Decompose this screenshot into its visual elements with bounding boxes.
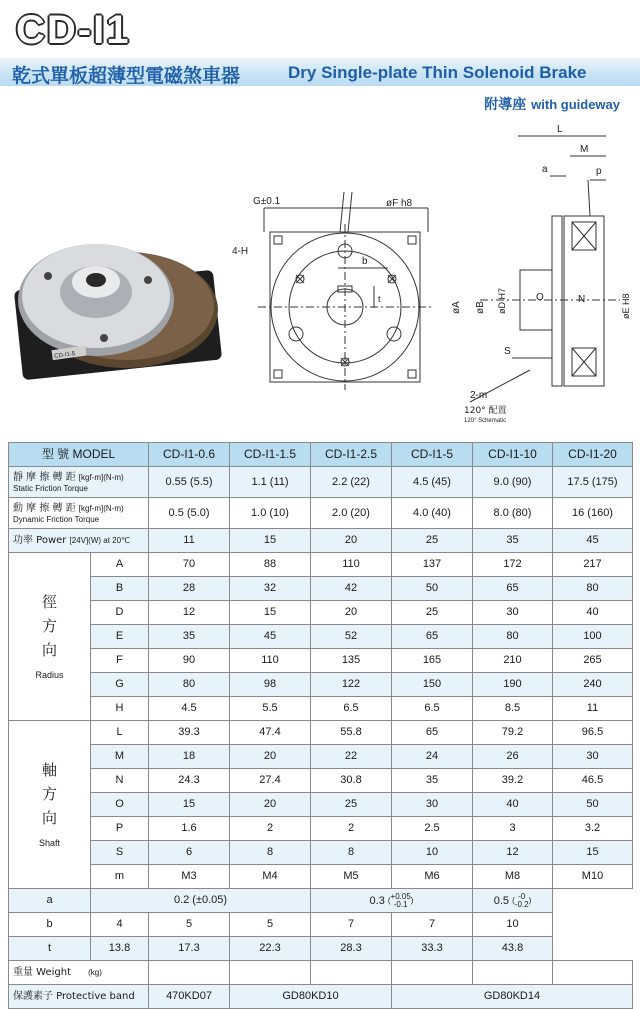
table-header-row (9, 443, 633, 467)
guideway-note (484, 94, 620, 114)
shaft-value: 20 (230, 793, 311, 817)
table-row-shaft-L (9, 721, 633, 745)
shaft-label-en: Shaft (38, 838, 60, 848)
shaft-value: 2.5 (392, 817, 473, 841)
shaft-value: 2 (311, 817, 392, 841)
shaft-value: 24 (392, 745, 473, 769)
radius-value: 122 (311, 673, 392, 697)
label-b: b (362, 256, 368, 267)
label-ee: øE H8 (621, 293, 631, 319)
shaft-key: N (91, 769, 149, 793)
shaft-value: 30.8 (311, 769, 392, 793)
table-row-radius-F (9, 649, 633, 673)
radius-key: E (91, 625, 149, 649)
shaft-key: m (91, 865, 149, 889)
radius-value: 190 (473, 673, 553, 697)
radius-value: 25 (392, 601, 473, 625)
shaft-key: O (91, 793, 149, 817)
shaft-value: 18 (149, 745, 230, 769)
spec-table (8, 442, 633, 1009)
label-g: G±0.1 (253, 196, 281, 207)
radius-value: 80 (473, 625, 553, 649)
header-model-1: CD-I1-0.6 (149, 443, 230, 467)
shaft-value: 12 (473, 841, 553, 865)
header-model-3: CD-I1-2.5 (311, 443, 392, 467)
table-row-radius-A (9, 553, 633, 577)
radius-value: 40 (553, 601, 633, 625)
radius-value: 12 (149, 601, 230, 625)
radius-value: 45 (230, 625, 311, 649)
title-chinese: 乾式單板超薄型電磁煞車器 (12, 65, 241, 87)
table-row-shaft-O (9, 793, 633, 817)
table-row-weight (9, 961, 633, 985)
model-title: CD-I1 (16, 8, 131, 52)
shaft-value: 30 (553, 745, 633, 769)
shaft-value: 46.5 (553, 769, 633, 793)
radius-value: 110 (311, 553, 392, 577)
radius-value: 50 (392, 577, 473, 601)
radius-label-en: Radius (35, 670, 64, 680)
table-row-shaft-m (9, 865, 633, 889)
table-row-radius-E (9, 625, 633, 649)
shaft-value: 26 (473, 745, 553, 769)
a-group-2: 0.3 (+0.05 -0.1 ) (311, 889, 473, 913)
shaft-key: L (91, 721, 149, 745)
radius-value: 20 (311, 601, 392, 625)
shaft-key: M (91, 745, 149, 769)
shaft-value: M4 (230, 865, 311, 889)
radius-value: 30 (473, 601, 553, 625)
header-model-2: CD-I1-1.5 (230, 443, 311, 467)
radius-key: A (91, 553, 149, 577)
shaft-value: 30 (392, 793, 473, 817)
radius-value: 8.5 (473, 697, 553, 721)
shaft-value: 6 (149, 841, 230, 865)
radius-group-label (9, 553, 91, 721)
radius-value: 65 (473, 577, 553, 601)
radius-key: B (91, 577, 149, 601)
label-o: O (536, 292, 544, 303)
radius-value: 6.5 (311, 697, 392, 721)
shaft-label-cn: 軸 方 向 (41, 762, 57, 827)
table-row-shaft-M (9, 745, 633, 769)
radius-value: 42 (311, 577, 392, 601)
radius-value: 265 (553, 649, 633, 673)
label-s: S (504, 346, 511, 357)
shaft-value: 40 (473, 793, 553, 817)
shaft-value: 39.2 (473, 769, 553, 793)
shaft-value: M5 (311, 865, 392, 889)
shaft-group-label (9, 721, 91, 889)
header-model-5: CD-I1-10 (473, 443, 553, 467)
radius-value: 35 (149, 625, 230, 649)
table-row-t: t 13.8 17.3 22.3 28.3 33.3 43.8 (9, 937, 633, 961)
radius-value: 172 (473, 553, 553, 577)
a-group-3: 0.5 ( -0 -0.2) (473, 889, 553, 913)
guideway-en: with guideway (531, 97, 620, 112)
product-photo (8, 220, 228, 380)
radius-key: F (91, 649, 149, 673)
radius-value: 70 (149, 553, 230, 577)
shaft-value: M10 (553, 865, 633, 889)
radius-label-cn: 徑 方 向 (41, 594, 57, 659)
row-label-dynamic: 動 摩 擦 轉 距 [kgf-m](N-m) Dynamic Friction Torque (9, 498, 149, 529)
shaft-value: 39.3 (149, 721, 230, 745)
header-model-4: CD-I1-5 (392, 443, 473, 467)
header-model-6: CD-I1-20 (553, 443, 633, 467)
radius-section (9, 553, 633, 721)
radius-value: 80 (149, 673, 230, 697)
shaft-value: 8 (230, 841, 311, 865)
shaft-value: 3.2 (553, 817, 633, 841)
shaft-value: 3 (473, 817, 553, 841)
shaft-value: M6 (392, 865, 473, 889)
shaft-key: P (91, 817, 149, 841)
radius-value: 65 (392, 625, 473, 649)
radius-value: 98 (230, 673, 311, 697)
shaft-value: M8 (473, 865, 553, 889)
row-label-power: 功率 Power [24V](W) at 20℃ (9, 529, 149, 553)
shaft-section (9, 721, 633, 889)
radius-key: G (91, 673, 149, 697)
shaft-value: M3 (149, 865, 230, 889)
front-view-drawing (228, 184, 446, 404)
table-row-protective: 保護素子 Protective band 470KD07 GD80KD10 GD80KD14 (9, 985, 633, 1009)
shaft-value: 79.2 (473, 721, 553, 745)
radius-value: 32 (230, 577, 311, 601)
radius-value: 4.5 (149, 697, 230, 721)
shaft-value: 15 (553, 841, 633, 865)
row-label-protective: 保護素子 Protective band (9, 985, 149, 1009)
table-row-a: a 0.2 (±0.05) 0.3 (+0.05 -0.1 ) 0.5 ( -0 -0.2) (9, 889, 633, 913)
label-a: a (542, 164, 548, 175)
label-t: t (378, 294, 381, 304)
table-row-shaft-N (9, 769, 633, 793)
table-row-dynamic-torque: 動 摩 擦 轉 距 [kgf-m](N-m) Dynamic Friction Torque 0.5 (5.0) 1.0 (10) 2.0 (20) 4.0 (40) 8.0 (80) 16 (160) (9, 498, 633, 529)
title-english: Dry Single-plate Thin Solenoid Brake (288, 63, 587, 82)
radius-key: D (91, 601, 149, 625)
table-row-radius-B (9, 577, 633, 601)
label-l: L (557, 124, 563, 135)
shaft-value: 1.6 (149, 817, 230, 841)
shaft-value: 15 (149, 793, 230, 817)
photo-badge: CD-I1-5 (53, 351, 76, 360)
radius-key: H (91, 697, 149, 721)
shaft-value: 10 (392, 841, 473, 865)
shaft-value: 96.5 (553, 721, 633, 745)
table-row-shaft-S (9, 841, 633, 865)
radius-value: 90 (149, 649, 230, 673)
row-label-static: 靜 摩 擦 轉 距 [kgf-m](N-m) Static Friction Torque (9, 467, 149, 498)
radius-value: 15 (230, 601, 311, 625)
radius-value: 137 (392, 553, 473, 577)
label-eb: øB (475, 301, 486, 314)
shaft-value: 8 (311, 841, 392, 865)
table-row-radius-D (9, 601, 633, 625)
shaft-value: 47.4 (230, 721, 311, 745)
table-row-power: 功率 Power [24V](W) at 20℃ 11 15 20 25 35 45 (9, 529, 633, 553)
label-p: p (596, 166, 602, 177)
row-label-weight: 重量 Weight (kg) (9, 961, 149, 985)
label-120-en: 120° Schematic (464, 418, 507, 424)
label-f: øF h8 (386, 198, 413, 209)
radius-value: 6.5 (392, 697, 473, 721)
label-m: M (580, 144, 589, 155)
label-2m: 2-m (470, 390, 488, 401)
radius-value: 80 (553, 577, 633, 601)
radius-value: 28 (149, 577, 230, 601)
side-view-drawing (440, 120, 635, 440)
label-n: N (578, 294, 586, 305)
radius-value: 88 (230, 553, 311, 577)
radius-value: 110 (230, 649, 311, 673)
table-row-b: b 4 5 5 7 7 10 (9, 913, 633, 937)
shaft-value: 50 (553, 793, 633, 817)
a-group-1: 0.2 (±0.05) (91, 889, 311, 913)
shaft-key: S (91, 841, 149, 865)
radius-value: 52 (311, 625, 392, 649)
shaft-value: 22 (311, 745, 392, 769)
radius-value: 11 (553, 697, 633, 721)
table-row-radius-G (9, 673, 633, 697)
label-ea: øA (451, 301, 462, 314)
label-120: 120° 配置 (464, 406, 507, 416)
radius-value: 165 (392, 649, 473, 673)
radius-value: 240 (553, 673, 633, 697)
label-ed: øD H7 (497, 287, 507, 314)
table-row-radius-H (9, 697, 633, 721)
radius-value: 135 (311, 649, 392, 673)
header-model: 型 號 MODEL (9, 443, 149, 467)
table-row-static-torque: 靜 摩 擦 轉 距 [kgf-m](N-m) Static Friction Torque 0.55 (5.5) 1.1 (11) 2.2 (22) 4.5 (45) 9.0 (90) 17.5 (175) (9, 467, 633, 498)
radius-value: 217 (553, 553, 633, 577)
shaft-value: 2 (230, 817, 311, 841)
label-h: 4-H (232, 246, 249, 257)
radius-value: 100 (553, 625, 633, 649)
shaft-value: 35 (392, 769, 473, 793)
shaft-value: 24.3 (149, 769, 230, 793)
radius-value: 150 (392, 673, 473, 697)
guideway-cn: 附導座 (484, 97, 527, 113)
shaft-value: 55.8 (311, 721, 392, 745)
table-row-shaft-P (9, 817, 633, 841)
shaft-value: 20 (230, 745, 311, 769)
shaft-value: 25 (311, 793, 392, 817)
radius-value: 210 (473, 649, 553, 673)
radius-value: 5.5 (230, 697, 311, 721)
shaft-value: 65 (392, 721, 473, 745)
shaft-value: 27.4 (230, 769, 311, 793)
